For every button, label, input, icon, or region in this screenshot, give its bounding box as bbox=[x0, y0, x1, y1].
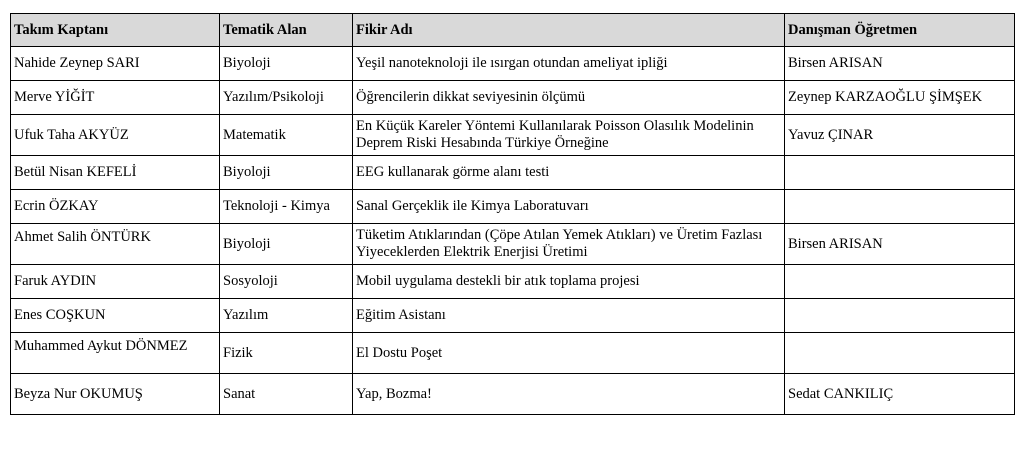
table-row bbox=[11, 299, 1015, 333]
cell-captain: Faruk AYDIN bbox=[11, 265, 220, 299]
table-row bbox=[11, 374, 1015, 415]
table-row bbox=[11, 81, 1015, 115]
cell-captain: Betül Nisan KEFELİ bbox=[11, 156, 220, 190]
cell-idea: Tüketim Atıklarından (Çöpe Atılan Yemek Atıkları) ve Üretim Fazlası Yiyeceklerden Elektrik Enerjisi Üretimi bbox=[353, 224, 785, 265]
cell-idea: Yeşil nanoteknoloji ile ısırgan otundan ameliyat ipliği bbox=[353, 47, 785, 81]
project-table bbox=[10, 13, 1015, 415]
cell-idea: Eğitim Asistanı bbox=[353, 299, 785, 333]
cell-idea: Öğrencilerin dikkat seviyesinin ölçümü bbox=[353, 81, 785, 115]
cell-captain: Beyza Nur OKUMUŞ bbox=[11, 374, 220, 415]
cell-area: Fizik bbox=[220, 333, 353, 374]
cell-captain: Muhammed Aykut DÖNMEZ bbox=[11, 333, 220, 374]
cell-advisor: Birsen ARISAN bbox=[785, 224, 1015, 265]
cell-idea: El Dostu Poşet bbox=[353, 333, 785, 374]
cell-advisor bbox=[785, 265, 1015, 299]
table-row bbox=[11, 115, 1015, 156]
header-thematic-area: Tematik Alan bbox=[220, 14, 353, 47]
header-advisor: Danışman Öğretmen bbox=[785, 14, 1015, 47]
cell-idea: Sanal Gerçeklik ile Kimya Laboratuvarı bbox=[353, 190, 785, 224]
cell-captain: Merve YİĞİT bbox=[11, 81, 220, 115]
cell-advisor bbox=[785, 156, 1015, 190]
cell-advisor bbox=[785, 190, 1015, 224]
table-row bbox=[11, 224, 1015, 265]
table-header-row bbox=[11, 14, 1015, 47]
table-row bbox=[11, 265, 1015, 299]
cell-area: Matematik bbox=[220, 115, 353, 156]
cell-area: Biyoloji bbox=[220, 156, 353, 190]
cell-area: Sanat bbox=[220, 374, 353, 415]
cell-idea: EEG kullanarak görme alanı testi bbox=[353, 156, 785, 190]
cell-captain: Nahide Zeynep SARI bbox=[11, 47, 220, 81]
cell-advisor: Zeynep KARZAOĞLU ŞİMŞEK bbox=[785, 81, 1015, 115]
table-row bbox=[11, 47, 1015, 81]
cell-area: Teknoloji - Kimya bbox=[220, 190, 353, 224]
cell-idea: En Küçük Kareler Yöntemi Kullanılarak Poisson Olasılık Modelinin Deprem Riski Hesabında Türkiye Örneğine bbox=[353, 115, 785, 156]
cell-area: Biyoloji bbox=[220, 224, 353, 265]
header-idea-name: Fikir Adı bbox=[353, 14, 785, 47]
cell-idea: Yap, Bozma! bbox=[353, 374, 785, 415]
cell-advisor bbox=[785, 333, 1015, 374]
header-team-captain: Takım Kaptanı bbox=[11, 14, 220, 47]
cell-captain: Enes COŞKUN bbox=[11, 299, 220, 333]
cell-area: Yazılım bbox=[220, 299, 353, 333]
table-row bbox=[11, 333, 1015, 374]
cell-area: Sosyoloji bbox=[220, 265, 353, 299]
cell-advisor bbox=[785, 299, 1015, 333]
cell-area: Biyoloji bbox=[220, 47, 353, 81]
cell-advisor: Sedat CANKILIÇ bbox=[785, 374, 1015, 415]
table-row bbox=[11, 190, 1015, 224]
project-table-container bbox=[10, 13, 1015, 415]
cell-captain: Ahmet Salih ÖNTÜRK bbox=[11, 224, 220, 265]
cell-advisor: Yavuz ÇINAR bbox=[785, 115, 1015, 156]
table-row bbox=[11, 156, 1015, 190]
cell-captain: Ecrin ÖZKAY bbox=[11, 190, 220, 224]
cell-captain: Ufuk Taha AKYÜZ bbox=[11, 115, 220, 156]
cell-area: Yazılım/Psikoloji bbox=[220, 81, 353, 115]
cell-advisor: Birsen ARISAN bbox=[785, 47, 1015, 81]
cell-idea: Mobil uygulama destekli bir atık toplama projesi bbox=[353, 265, 785, 299]
